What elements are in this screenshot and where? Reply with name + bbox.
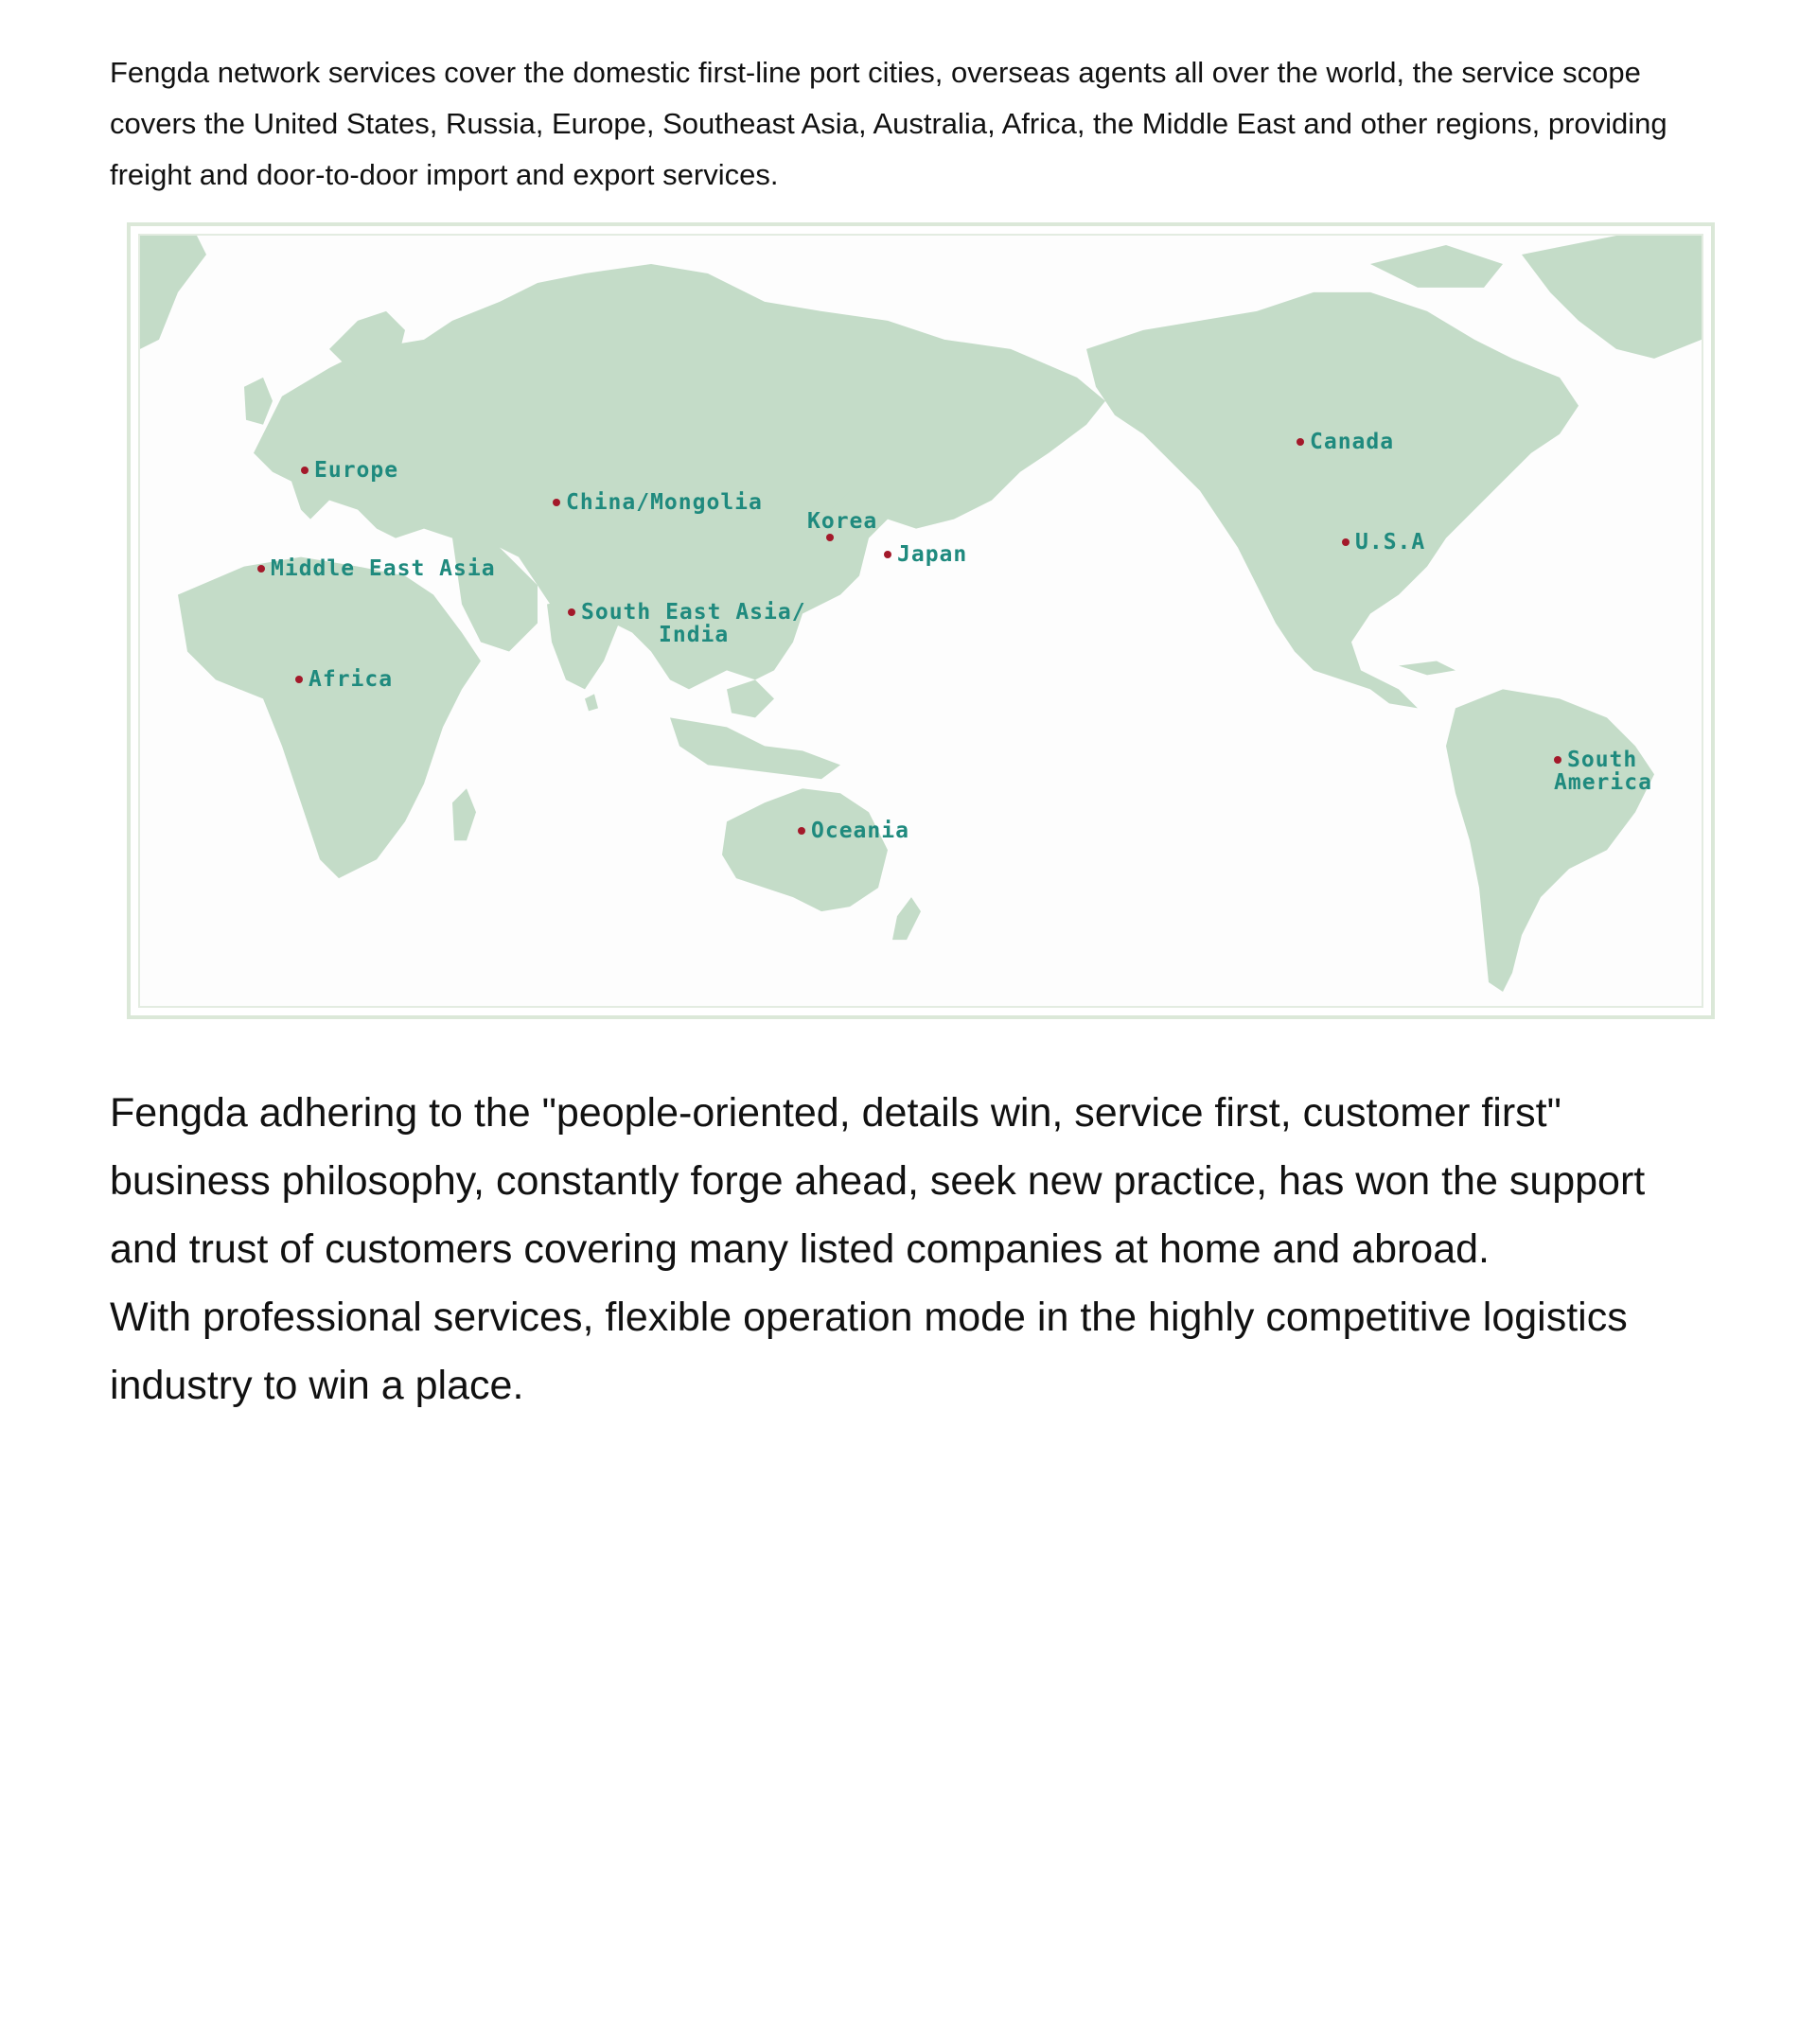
region-marker-china xyxy=(553,491,763,514)
location-dot-icon xyxy=(1554,756,1561,764)
location-dot-icon xyxy=(884,551,891,558)
world-map-land xyxy=(140,236,1702,1006)
region-label-america: America xyxy=(1554,770,1652,795)
region-label-south-east-asia: South East Asia/ xyxy=(581,600,806,625)
region-marker-korea xyxy=(826,534,834,541)
region-label-oceania: Oceania xyxy=(811,819,909,843)
location-dot-icon xyxy=(826,534,834,541)
region-marker-south-east-asia xyxy=(568,601,806,646)
world-map-canvas xyxy=(138,234,1703,1008)
region-marker-japan xyxy=(884,543,967,566)
region-label-korea-wrap xyxy=(807,510,877,533)
competition-paragraph: With professional services, flexible operation mode in the highly competitive logistics industry to win a place. xyxy=(110,1295,1628,1408)
region-label-europe: Europe xyxy=(314,458,399,483)
region-marker-usa xyxy=(1342,531,1425,554)
region-label-canada: Canada xyxy=(1310,430,1395,454)
location-dot-icon xyxy=(568,608,575,616)
region-label-china: China/Mongolia xyxy=(566,490,763,515)
region-label-middle-east: Middle East Asia xyxy=(271,556,496,581)
region-marker-south-america xyxy=(1554,749,1652,794)
region-label-japan: Japan xyxy=(897,542,968,567)
location-dot-icon xyxy=(301,467,309,474)
region-label-korea: Korea xyxy=(807,509,878,534)
location-dot-icon xyxy=(553,499,560,506)
region-marker-oceania xyxy=(798,819,909,842)
philosophy-section xyxy=(110,1079,1719,1419)
world-map xyxy=(127,222,1715,1019)
region-label-africa: Africa xyxy=(309,667,394,692)
region-marker-canada xyxy=(1297,431,1394,453)
location-dot-icon xyxy=(295,676,303,683)
location-dot-icon xyxy=(798,827,805,835)
region-label-south: South xyxy=(1567,748,1638,772)
region-label-usa: U.S.A xyxy=(1355,530,1426,555)
region-marker-europe xyxy=(301,459,398,482)
region-label-india: India xyxy=(659,623,730,647)
intro-text: Fengda network services cover the domestic first-line port cities, overseas agents all over the world, the service scope covers the United States, Russia, Europe, Southeast Asia, Australia, Africa, the Middle East and other regions, providing freight and door-to-door import and export services. xyxy=(110,56,1667,191)
region-marker-middle-east xyxy=(257,557,496,580)
region-marker-africa xyxy=(295,668,393,691)
location-dot-icon xyxy=(1297,438,1304,446)
philosophy-paragraph: Fengda adhering to the "people-oriented, details win, service first, customer first" business philosophy, constantly forge ahead, seek new practice, has won the support and trust of customers covering many listed companies at home and abroad. xyxy=(110,1090,1646,1272)
location-dot-icon xyxy=(1342,538,1350,546)
location-dot-icon xyxy=(257,565,265,573)
